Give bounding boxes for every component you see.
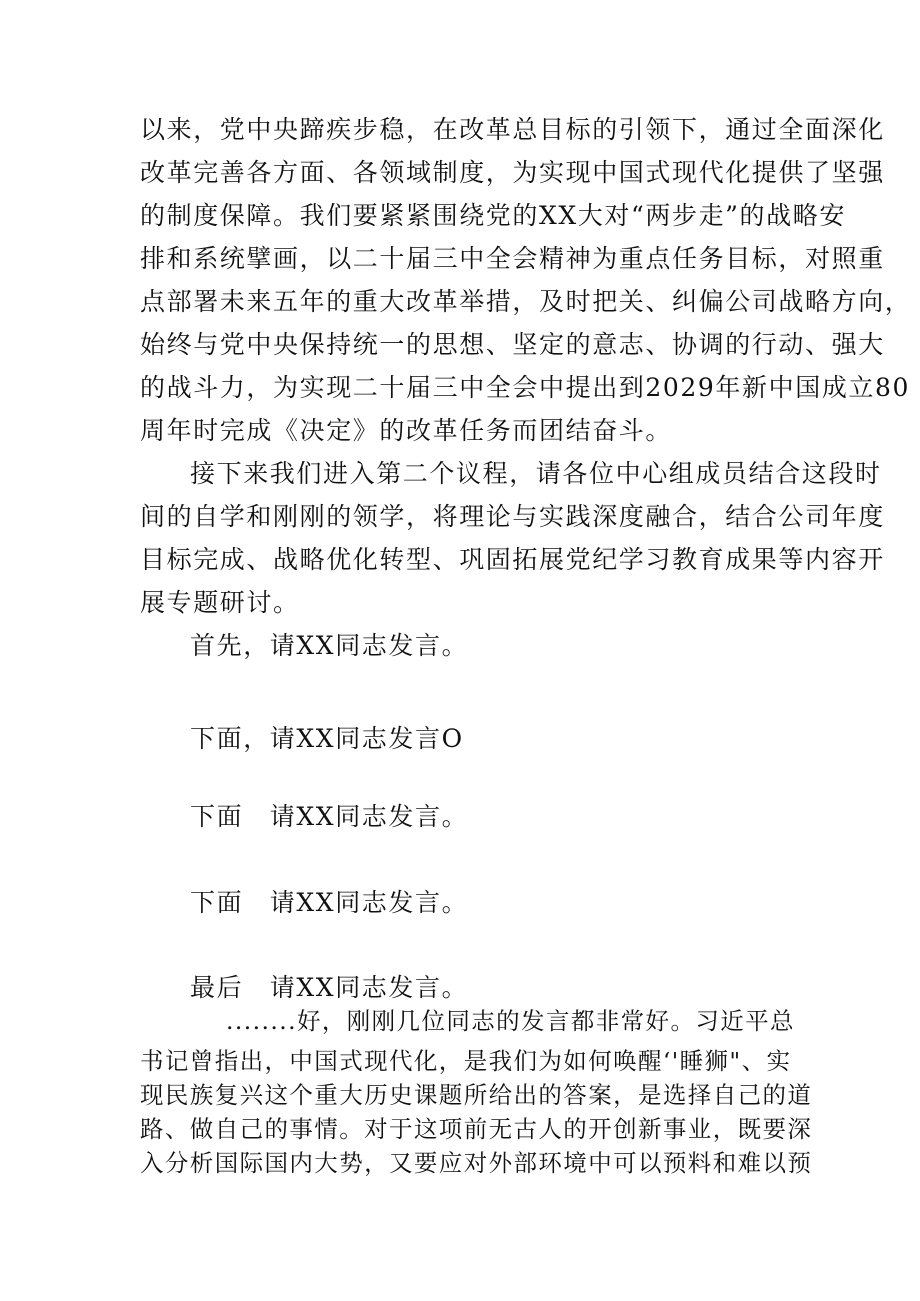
text-line: 始终与党中央保持统一的思想、坚定的意志、协调的行动、强大 <box>140 330 885 359</box>
text-line: 的制度保障。我们要紧紧围绕党的XX大对“两步走”的战略安 <box>140 201 846 230</box>
text-line: 周年时完成《决定》的改革任务而团结奋斗。 <box>140 416 673 445</box>
text-line: 路、做自己的事情。对于这项前无古人的开创新事业，既要深 <box>140 1115 813 1143</box>
text-line: 展专题研讨。 <box>140 588 300 617</box>
speaker-line: 首先，请XX同志发言。 <box>190 631 469 660</box>
text-line: 以来，党中央蹄疾步稳，在改革总目标的引领下，通过全面深化 <box>140 115 885 144</box>
text-line: 现民族复兴这个重大历史课题所给出的答案，是选择自己的道 <box>140 1081 813 1109</box>
text-line: 书记曾指出，中国式现代化，是我们为如何唤醒‘'睡狮"、实 <box>140 1047 792 1075</box>
speaker-line: 下面 请XX同志发言。 <box>190 888 469 917</box>
text-line: 目标完成、战略优化转型、巩固拓展党纪学习教育成果等内容开 <box>140 545 885 574</box>
speaker-line: 下面 请XX同志发言。 <box>190 802 469 831</box>
text-line: 的战斗力，为实现二十届三中全会中提出到2029年新中国成立80 <box>140 373 911 402</box>
text-line: 排和系统擘画，以二十届三中全会精神为重点任务目标，对照重 <box>140 244 885 273</box>
text-line: 入分析国际国内大势，又要应对外部环境中可以预料和难以预 <box>140 1149 813 1177</box>
text-line: ........好，刚刚几位同志的发言都非常好。习近平总 <box>226 1007 795 1035</box>
text-line: 点部署未来五年的重大改革举措，及时把关、纠偏公司战略方向， <box>140 287 912 316</box>
text-line: 间的自学和刚刚的领学，将理论与实践深度融合，结合公司年度 <box>140 502 885 531</box>
text-line: 改革完善各方面、各领域制度，为实现中国式现代化提供了坚强 <box>140 158 885 187</box>
text-line: 接下来我们进入第二个议程，请各位中心组成员结合这段时 <box>190 459 882 488</box>
speaker-line: 最后 请XX同志发言。 <box>190 973 469 1002</box>
speaker-line: 下面，请XX同志发言O <box>190 724 464 753</box>
